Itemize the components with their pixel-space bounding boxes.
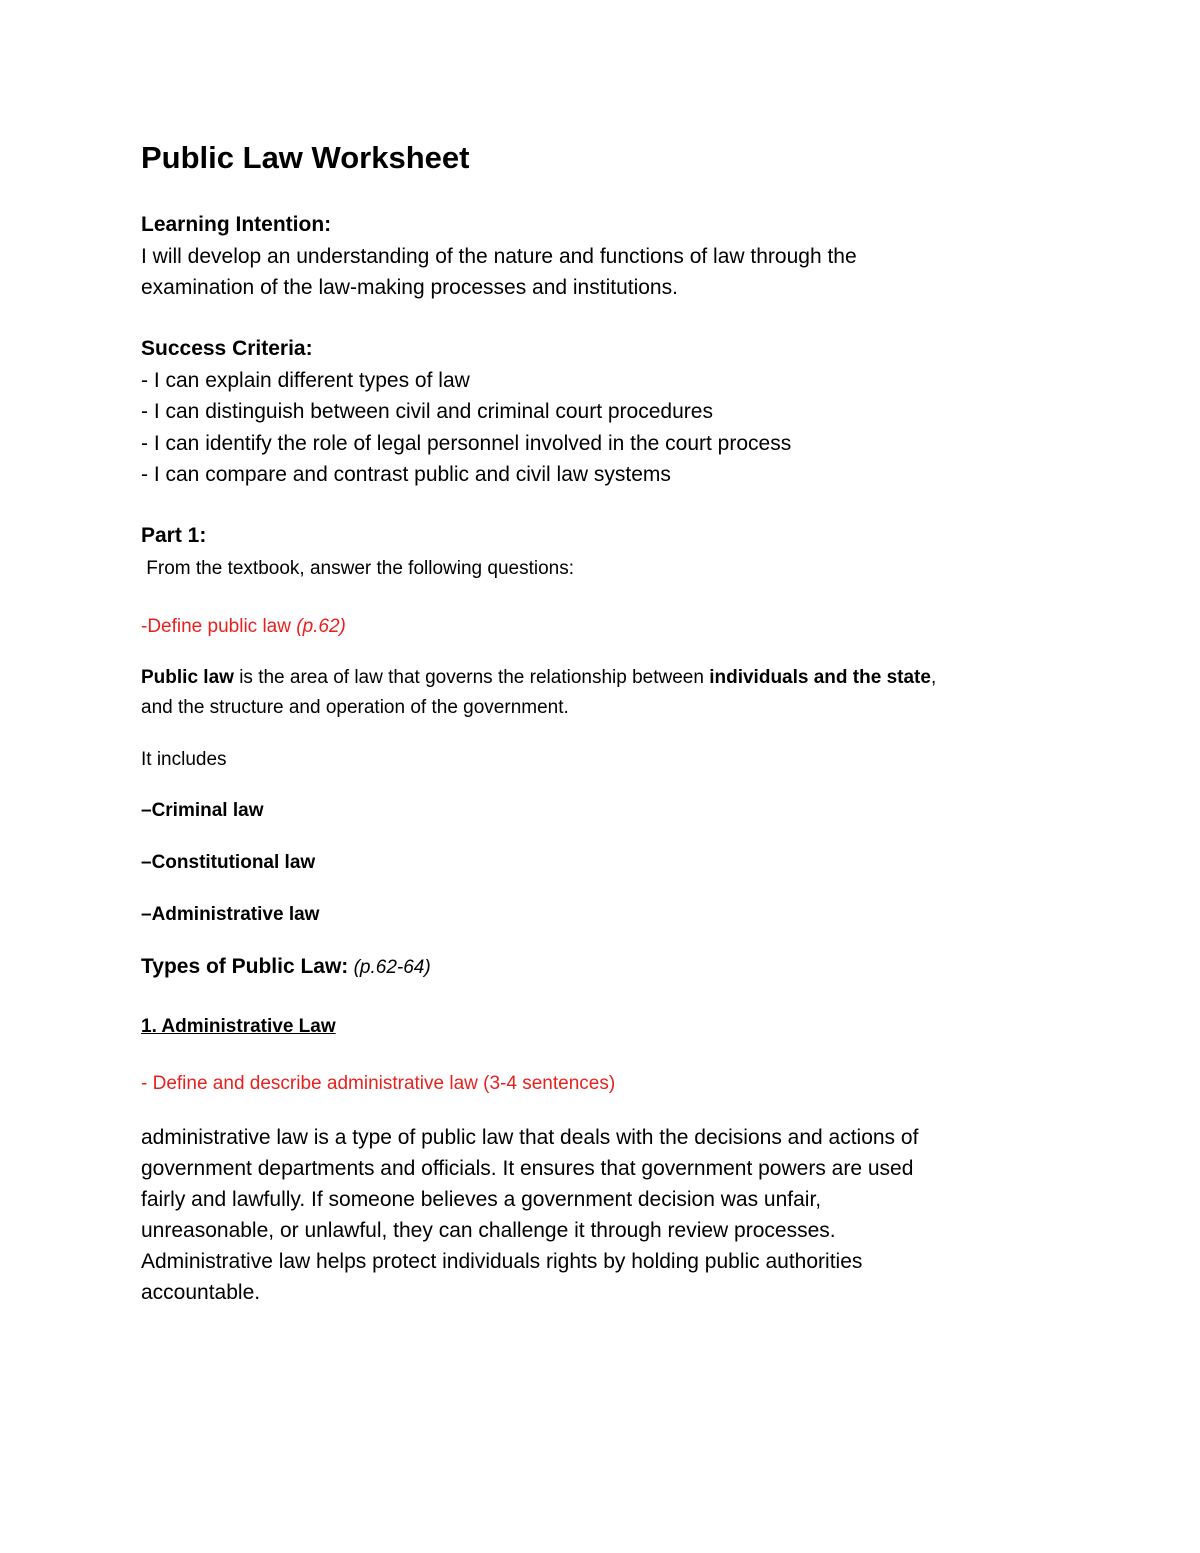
page-title: Public Law Worksheet [141,140,470,175]
success-criteria-item-1: - I can explain different types of law [141,369,470,392]
learning-intention-line-1: I will develop an understanding of the nature and functions of law through the [141,245,857,268]
success-criteria-item-4: - I can compare and contrast public and civil law systems [141,463,671,486]
define-public-law-question [141,616,346,638]
administrative-answer-line-3: fairly and lawfully. If someone believes a government decision was unfair, [141,1188,822,1211]
question-page-ref: (p.62) [296,616,346,637]
includes-item-constitutional: –Constitutional law [141,852,316,873]
administrative-answer-line-2: government departments and officials. It ensures that government powers are used [141,1157,914,1180]
types-page-ref: (p.62-64) [348,957,431,978]
administrative-answer-line-6: accountable. [141,1281,261,1304]
public-law-answer-line-1 [141,667,936,689]
success-criteria-item-3: - I can identify the role of legal personnel involved in the court process [141,432,792,455]
part1-heading: Part 1: [141,524,207,547]
success-criteria-heading: Success Criteria: [141,337,313,360]
part1-instruction: From the textbook, answer the following questions: [141,558,575,579]
administrative-law-question: - Define and describe administrative law (3-4 sentences) [141,1073,616,1094]
administrative-answer-line-4: unreasonable, or unlawful, they can challenge it through review processes. [141,1219,836,1242]
answer-emphasis: individuals and the state [709,667,931,688]
types-heading-line [141,955,431,979]
learning-intention-line-2: examination of the law-making processes and institutions. [141,276,678,299]
includes-item-criminal: –Criminal law [141,800,264,821]
administrative-law-heading: 1. Administrative Law [141,1016,336,1037]
includes-item-administrative: –Administrative law [141,904,320,925]
administrative-answer-line-1: administrative law is a type of public law that deals with the decisions and actions of [141,1126,919,1149]
includes-label: It includes [141,749,227,770]
learning-intention-heading: Learning Intention: [141,213,332,236]
answer-text-1: is the area of law that governs the relationship between [233,667,710,688]
question-prefix: -Define public law [141,616,297,637]
public-law-answer-line-2: and the structure and operation of the government. [141,697,569,718]
types-heading: Types of Public Law: [141,955,349,978]
answer-term: Public law [141,667,234,688]
administrative-answer-line-5: Administrative law helps protect individuals rights by holding public authorities [141,1250,863,1273]
answer-text-2: , [930,667,937,688]
success-criteria-item-2: - I can distinguish between civil and criminal court procedures [141,400,713,423]
